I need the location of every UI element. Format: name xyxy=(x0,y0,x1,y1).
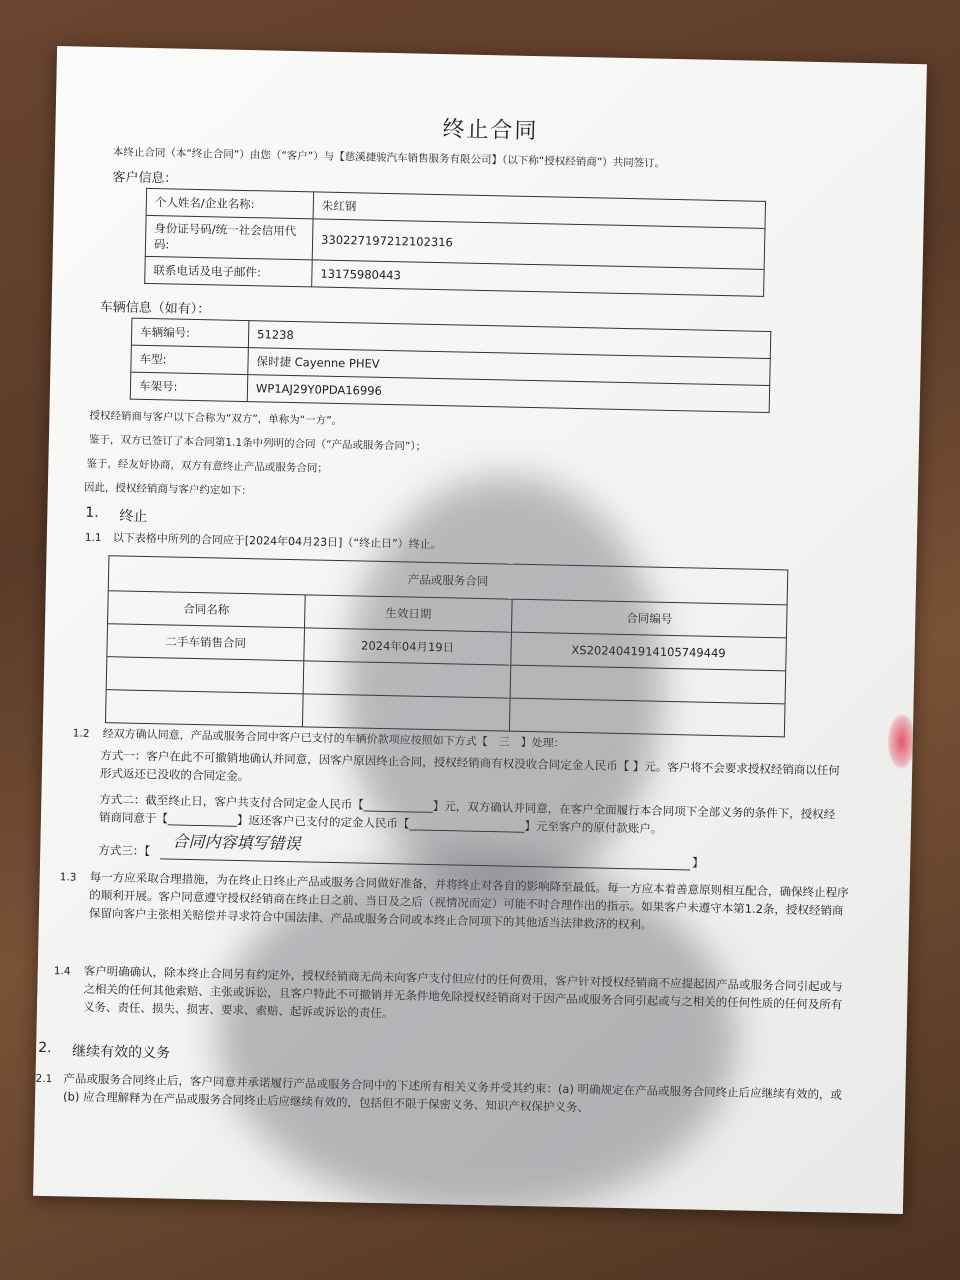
red-fingerprint-mark xyxy=(887,714,916,770)
section-2-title: 继续有效的义务 xyxy=(71,1043,171,1062)
customer-name-value: 朱红钢 xyxy=(313,192,765,228)
clause-1-2-text: 经双方确认同意，产品或服务合同中客户已支付的车辆价款项应按照如下方式【 三 】处理： xyxy=(102,727,565,750)
clause-1-4-text: 客户明确确认，除本终止合同另有约定外，授权经销商无尚未向客户支付但应付的任何费用，客户针对授权经销商不应提起因产品或服务合同引起或与之相关的任何其他索赔、主张或诉讼，且客户特此不可撤销并无条件地免除授权经销商对于因产品或服务合同引起或与之相关的任何性质的任何及所有义务、责任、损失、损害、要求、索赔、起诉或诉讼的责任。 xyxy=(82,963,843,1020)
column-header-effective-date: 生效日期 xyxy=(305,595,513,632)
customer-id-value: 330227197212102316 xyxy=(312,219,765,269)
clause-2-1-number: 2.1 xyxy=(35,1072,53,1086)
clause-1-2-number: 1.2 xyxy=(72,727,90,740)
contract-table xyxy=(105,555,788,737)
customer-id-label: 身份证号码/统一社会信用代码: xyxy=(145,215,313,259)
vehicle-vin-label: 车架号: xyxy=(130,372,248,401)
clause-1-1-number: 1.1 xyxy=(84,531,102,545)
vehicle-model-label: 车型: xyxy=(131,345,249,374)
intro-paragraph: 本终止合同（本“终止合同”）由您（“客户”）与【慈溪捷骏汽车销售服务有限公司】（以下称“授权经销商”）共同签订。 xyxy=(112,146,666,170)
customer-contact-label: 联系电话及电子邮件: xyxy=(145,256,313,286)
clause-1-3-number: 1.3 xyxy=(59,871,77,884)
parties-definition: 授权经销商与客户以下合称为“双方”，单称为“一方”。 xyxy=(89,409,343,428)
vehicle-id-value: 51238 xyxy=(248,321,770,359)
method-two: 方式二：截至终止日，客户共支付合同定金人民币【____________】元，双方确认并同意，在客户全面履行本合同项下全部义务的条件下，授权经销商同意于【____________】返还客户已支付的定金人民币【____________________】元至客户的原付款账户。 xyxy=(98,792,836,836)
effective-date-cell: 2024年04月19日 xyxy=(304,628,512,665)
customer-info-table xyxy=(144,188,766,297)
vehicle-id-label: 车辆编号: xyxy=(131,318,249,347)
customer-name-label: 个人姓名/企业名称: xyxy=(146,188,314,218)
therefore-clause: 因此，授权经销商与客户约定如下： xyxy=(83,481,252,498)
method-three-end: 】 xyxy=(692,855,704,870)
method-one: 方式一：客户在此不可撤销地确认并同意，因客户原因终止合同，授权经销商有权没收合同定金人民币【 】元。客户将不会要求授权经销商以任何形式返还已没收的合同定金。 xyxy=(99,748,840,784)
clause-1-4-number: 1.4 xyxy=(53,965,71,978)
contract-table-title: 产品或服务合同 xyxy=(108,556,788,605)
section-1-number: 1. xyxy=(85,504,99,521)
contract-number-cell: XS2024041914105749449 xyxy=(511,632,787,671)
vehicle-model-value: 保时捷 Cayenne PHEV xyxy=(248,348,770,386)
vehicle-vin-value: WP1AJ29Y0PDA16996 xyxy=(247,375,769,413)
contract-paper xyxy=(33,46,927,1214)
vehicle-info-heading: 车辆信息（如有）： xyxy=(99,299,211,318)
section-2-number: 2. xyxy=(37,1039,52,1057)
whereas-clause-1: 鉴于，双方已签订了本合同第1.1条中列明的合同（“产品或服务合同”）； xyxy=(88,433,427,453)
clause-1-1-text: 以下表格中所列的合同应于[2024年04月23日]（“终止日”）终止。 xyxy=(112,531,442,552)
document-title: 终止合同 xyxy=(442,117,539,145)
vehicle-info-table xyxy=(130,318,772,413)
contract-name-cell: 二手车销售合同 xyxy=(107,624,305,661)
customer-contact-value: 13175980443 xyxy=(312,260,764,296)
section-1-title: 终止 xyxy=(119,508,148,526)
method-three-label: 方式三：【 xyxy=(98,843,151,859)
clause-1-3-text: 每一方应采取合理措施，为在终止日终止产品或服务合同做好准备，并将终止对各自的影响降至最低。每一方应本着善意原则相互配合，确保终止程序的顺利开展。客户同意遵守授权经销商在终止日之前、当日及之后（视情况而定）可能不时合理作出的指示。如果客户未遵守本第1.2条，授权经销商保留向客户主张相关赔偿并寻求符合中国法律、产品或服务合同或本终止合同项下的其他适当法律救济的权利。 xyxy=(88,869,849,932)
clause-2-1-text: 产品或服务合同终止后，客户同意并承诺履行产品或服务合同中的下述所有相关义务并受其约束：(a) 明确规定在产品或服务合同终止后应继续有效的，或 (b) 应合理解释为在产品或服务合同终止后应继续有效的，包括但不限于保密义务、知识产权保护义务、 xyxy=(62,1071,843,1115)
customer-info-heading: 客户信息： xyxy=(112,170,178,187)
column-header-contract-name: 合同名称 xyxy=(108,591,306,628)
handwritten-note: 合同内容填写错误 xyxy=(172,831,301,854)
column-header-contract-number: 合同编号 xyxy=(511,599,787,638)
whereas-clause-2: 鉴于，经友好协商，双方有意终止产品或服务合同； xyxy=(86,457,328,475)
method-three-underline xyxy=(160,858,690,870)
